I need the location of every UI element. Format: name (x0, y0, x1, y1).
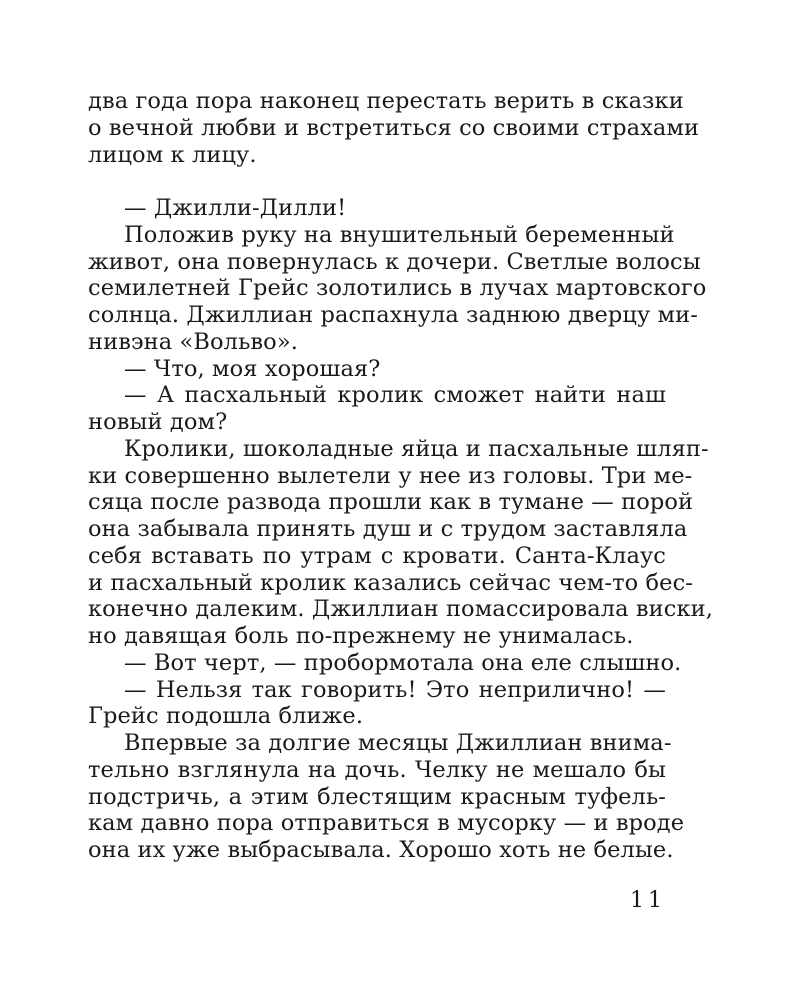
text-line: тельно взглянула на дочь. Челку не мешало бы (88, 756, 666, 783)
text-line: Положив руку на внушительный беременный (124, 221, 675, 248)
text-line: себя вставать по утрам с кровати. Санта-Клаус (88, 542, 666, 569)
text-line: Впервые за долгие месяцы Джиллиан внима- (124, 730, 672, 756)
text-line: ки совершенно вылетели у нее из головы. Три ме- (88, 462, 693, 489)
dialogue-line: — Джилли-Дилли! (124, 195, 347, 221)
text-line: Кролики, шоколадные яйца и пасхальные шляп- (124, 435, 709, 462)
text-line: семилетней Грейс золотились в лучах мартовского (88, 275, 707, 302)
text-line: кам давно пора отправиться в мусорку — и вроде (88, 810, 685, 837)
dialogue-line: — А пасхальный кролик сможет найти наш (124, 382, 666, 409)
text-line: Грейс подошла ближе. (88, 703, 364, 730)
text-line: конечно далеким. Джиллиан помассировала виски, (88, 596, 713, 623)
text-line: подстричь, а этим блестящим красным туфель- (88, 783, 666, 810)
text-line: лицом к лицу. (88, 141, 257, 168)
text-line: сяца после развода прошли как в тумане — порой (88, 489, 694, 516)
text-line: два года пора наконец перестать верить в сказки (88, 88, 684, 114)
text-line: новый дом? (88, 409, 228, 435)
dialogue-line: — Нельзя так говорить! Это неприлично! — (124, 676, 666, 703)
paragraph-gap (88, 168, 666, 195)
text-line: она их уже выбрасывала. Хорошо хоть не белые. (88, 837, 674, 863)
text-line: нивэна «Вольво». (88, 328, 298, 355)
text-line: живот, она повернулась к дочери. Светлые волосы (88, 248, 701, 275)
text-line: она забывала принять душ и с трудом заставляла (88, 516, 688, 542)
text-line: о вечной любви и встретиться со своими страхами (88, 114, 700, 141)
book-page (88, 88, 713, 928)
text-line: и пасхальный кролик казались сейчас чем-то бес- (88, 569, 693, 596)
page-number: 11 (630, 888, 666, 913)
text-line: солнца. Джиллиан распахнула заднюю дверцу ми- (88, 302, 698, 328)
dialogue-line: — Вот черт, — пробормотала она еле слышно. (124, 649, 682, 676)
dialogue-line: — Что, моя хорошая? (124, 355, 381, 382)
text-line: но давящая боль по-прежнему не унималась. (88, 623, 634, 649)
